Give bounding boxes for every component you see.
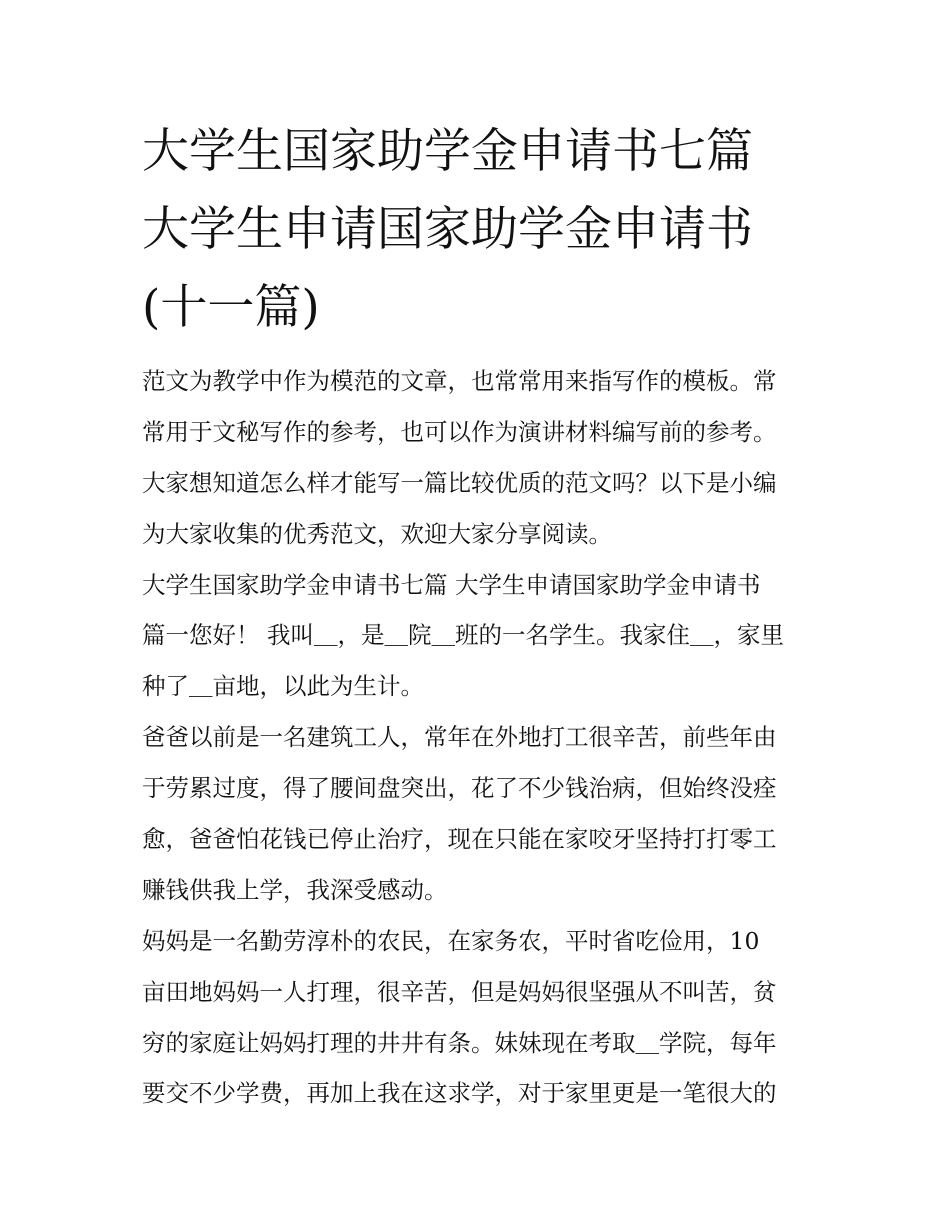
body-line-15: 要交不少学费，再加上我在这求学，对于家里更是一笔很大的 xyxy=(142,1079,777,1108)
body-line-12: 妈妈是一名勤劳淳朴的农民，在家务农，平时省吃俭用，10 xyxy=(142,926,760,955)
body-line-13: 亩田地妈妈一人打理，很辛苦，但是妈妈很坚强从不叫苦，贫 xyxy=(142,977,777,1006)
body-line-14: 穷的家庭让妈妈打理的井井有条。妹妹现在考取＿学院，每年 xyxy=(142,1028,777,1057)
body-line-10: 愈，爸爸怕花钱已停止治疗，现在只能在家咬牙坚持打打零工 xyxy=(142,825,777,854)
title-line-1: 大学生国家助学金申请书七篇 xyxy=(142,124,753,179)
body-line-7: 种了＿亩地，以此为生计。 xyxy=(142,672,424,701)
document-title xyxy=(142,113,822,347)
body-line-9: 于劳累过度，得了腰间盘突出，花了不少钱治病，但始终没痊 xyxy=(142,774,777,803)
title-line-3: (十一篇) xyxy=(142,280,320,335)
document-body xyxy=(142,356,822,1119)
body-line-8: 爸爸以前是一名建筑工人，常年在外地打工很辛苦，前些年由 xyxy=(142,723,777,752)
title-line-2: 大学生申请国家助学金申请书 xyxy=(142,202,753,257)
body-line-3: 大家想知道怎么样才能写一篇比较优质的范文吗？以下是小编 xyxy=(142,468,777,497)
body-line-6: 篇一您好！ 我叫＿，是＿院＿班的一名学生。我家住＿，家里 xyxy=(142,621,784,650)
body-line-2: 常用于文秘写作的参考，也可以作为演讲材料编写前的参考。 xyxy=(142,417,777,446)
body-line-1: 范文为教学中作为模范的文章，也常常用来指写作的模板。常 xyxy=(142,367,777,395)
body-line-11: 赚钱供我上学，我深受感动。 xyxy=(142,875,448,904)
body-line-5: 大学生国家助学金申请书七篇 大学生申请国家助学金申请书 xyxy=(142,570,761,599)
body-line-4: 为大家收集的优秀范文，欢迎大家分享阅读。 xyxy=(142,519,612,548)
